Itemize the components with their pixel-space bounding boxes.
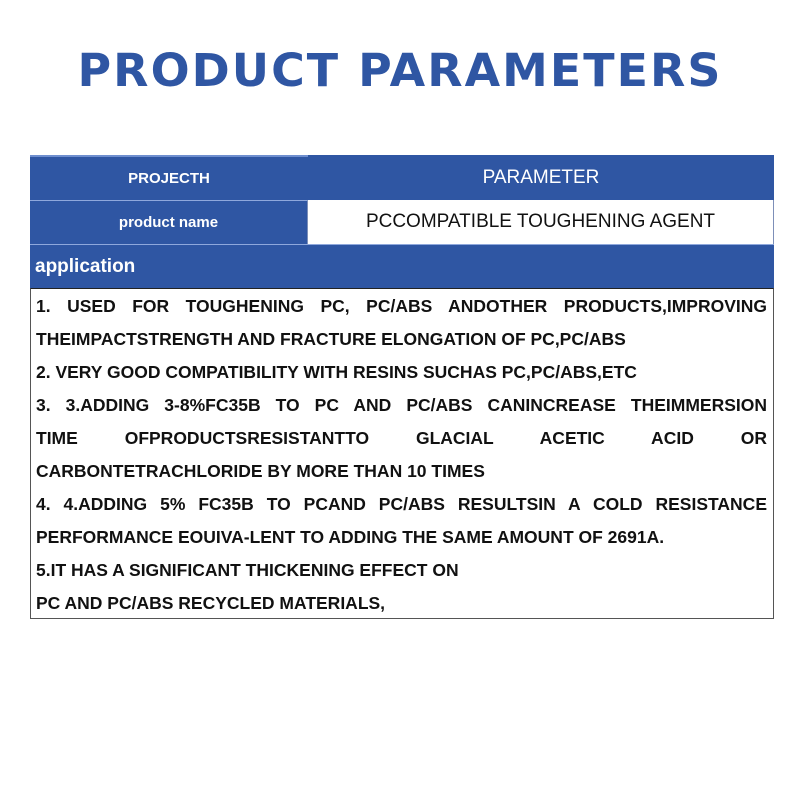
header-parameter: PARAMETER — [482, 166, 600, 188]
product-name-row — [30, 200, 774, 244]
application-line: PERFORMANCE EOUIVA-LENT TO ADDING THE SAME AMOUNT OF 2691A. — [36, 527, 665, 547]
application-line: 4. 4.ADDING 5% FC35B TO PCAND PC/ABS RESULTSIN A COLD RESISTANCE — [36, 494, 767, 514]
application-line: CARBONTETRACHLORIDE BY MORE THAN 10 TIMES — [36, 461, 485, 481]
application-line: 5.IT HAS A SIGNIFICANT THICKENING EFFECT ON — [36, 560, 459, 580]
application-line: THEIMPACTSTRENGTH AND FRACTURE ELONGATION OF PC,PC/ABS — [36, 329, 626, 349]
product-name-label: product name — [30, 200, 308, 244]
application-line: PC AND PC/ABS RECYCLED MATERIALS, — [36, 593, 386, 613]
application-body — [30, 288, 774, 619]
application-line: 1. USED FOR TOUGHENING PC, PC/ABS ANDOTHER PRODUCTS,IMPROVING — [36, 296, 767, 316]
table-header-row — [30, 155, 774, 200]
parameters-table — [30, 155, 774, 619]
application-line: 3. 3.ADDING 3-8%FC35B TO PC AND PC/ABS CANINCREASE THEIMMERSION — [36, 395, 767, 415]
header-project: PROJECTH — [30, 155, 308, 200]
application-line: TIME OFPRODUCTSRESISTANTTO GLACIAL ACETIC ACID OR — [36, 428, 767, 448]
application-line: 2. VERY GOOD COMPATIBILITY WITH RESINS SUCHAS PC,PC/ABS,ETC — [36, 362, 637, 382]
page-title: PRODUCT PARAMETERS — [77, 44, 723, 97]
application-header: application — [30, 244, 774, 288]
product-name-value: PCCOMPATIBLE TOUGHENING AGENT — [308, 200, 774, 244]
